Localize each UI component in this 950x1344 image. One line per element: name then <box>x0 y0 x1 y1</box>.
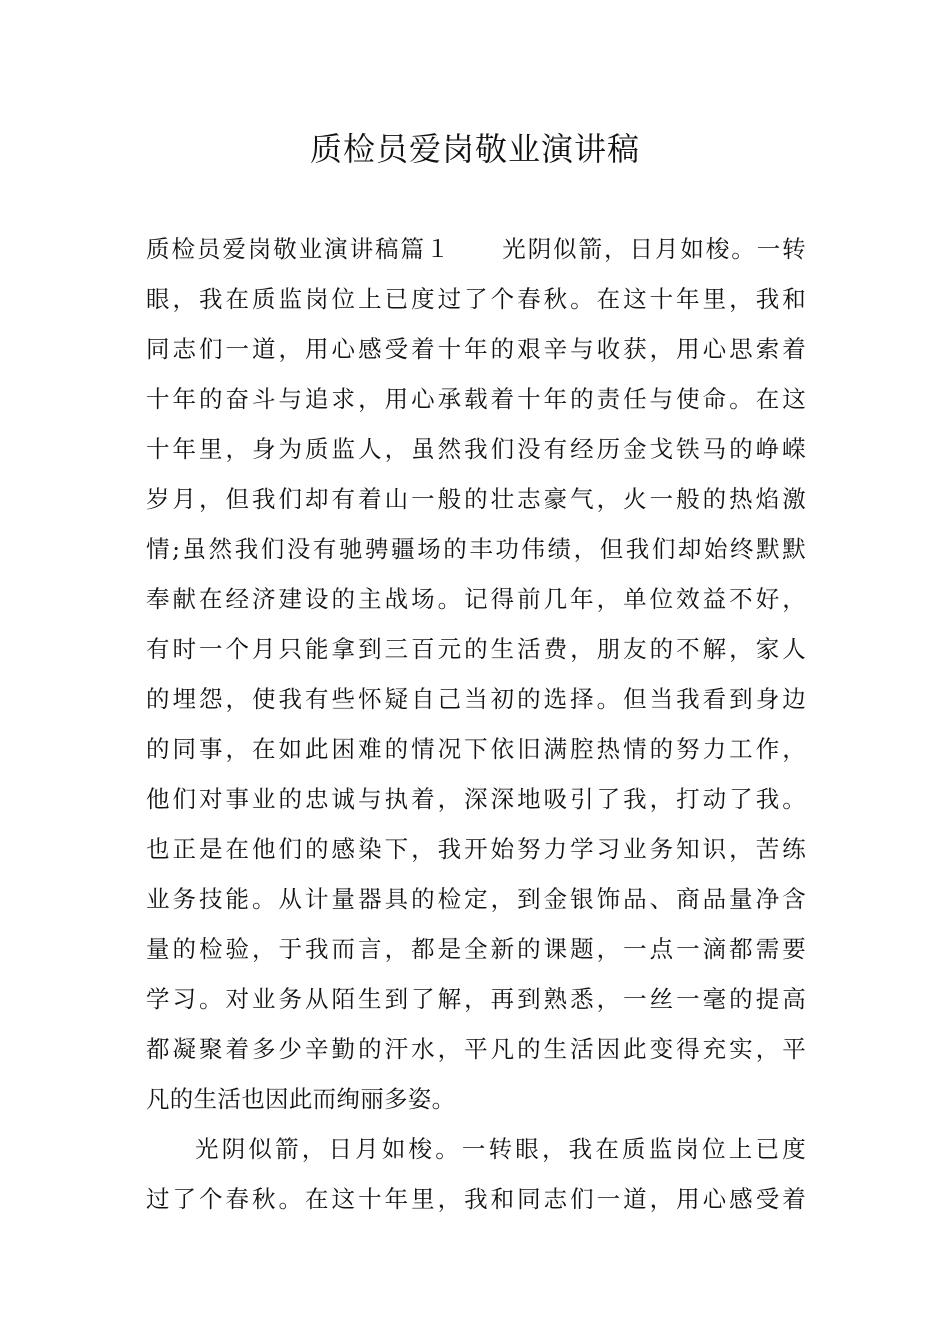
text-line: 学习。对业务从陌生到了解，再到熟悉，一丝一毫的提高 <box>146 985 806 1013</box>
text-line: 也正是在他们的感染下，我开始努力学习业务知识，苦练 <box>146 835 806 863</box>
paragraph-2 <box>146 1124 806 1224</box>
text-line: 情;虽然我们没有驰骋疆场的丰功伟绩，但我们却始终默默 <box>146 535 806 563</box>
document-body <box>146 224 806 1224</box>
text-line: 质检员爱岗敬业演讲稿篇１ 光阴似箭，日月如梭。一转 <box>146 235 806 263</box>
text-line: 的埋怨，使我有些怀疑自己当初的选择。但当我看到身边 <box>146 685 806 713</box>
text-line: 有时一个月只能拿到三百元的生活费，朋友的不解，家人 <box>146 635 806 663</box>
paragraph-1 <box>146 224 806 1124</box>
text-line: 业务技能。从计量器具的检定，到金银饰品、商品量净含 <box>146 885 806 913</box>
text-line: 眼，我在质监岗位上已度过了个春秋。在这十年里，我和 <box>146 285 806 313</box>
text-line: 岁月，但我们却有着山一般的壮志豪气，火一般的热焰激 <box>146 485 806 513</box>
text-line: 过了个春秋。在这十年里，我和同志们一道，用心感受着 <box>146 1185 806 1213</box>
document-title: 质检员爱岗敬业演讲稿 <box>309 130 640 168</box>
text-line: 的同事，在如此困难的情况下依旧满腔热情的努力工作， <box>146 735 806 763</box>
text-line: 量的检验，于我而言，都是全新的课题，一点一滴都需要 <box>146 935 806 963</box>
text-line-last: 凡的生活也因此而绚丽多姿。 <box>146 1085 456 1113</box>
text-line: 奉献在经济建设的主战场。记得前几年，单位效益不好， <box>146 585 806 613</box>
text-line: 都凝聚着多少辛勤的汗水，平凡的生活因此变得充实，平 <box>146 1035 806 1063</box>
text-line: 十年的奋斗与追求，用心承载着十年的责任与使命。在这 <box>146 385 806 413</box>
text-line: 他们对事业的忠诚与执着，深深地吸引了我，打动了我。 <box>146 785 806 813</box>
text-line: 十年里，身为质监人，虽然我们没有经历金戈铁马的峥嵘 <box>146 435 806 463</box>
text-line: 同志们一道，用心感受着十年的艰辛与收获，用心思索着 <box>146 335 806 363</box>
text-line-indented: 光阴似箭，日月如梭。一转眼，我在质监岗位上已度 <box>195 1135 806 1163</box>
